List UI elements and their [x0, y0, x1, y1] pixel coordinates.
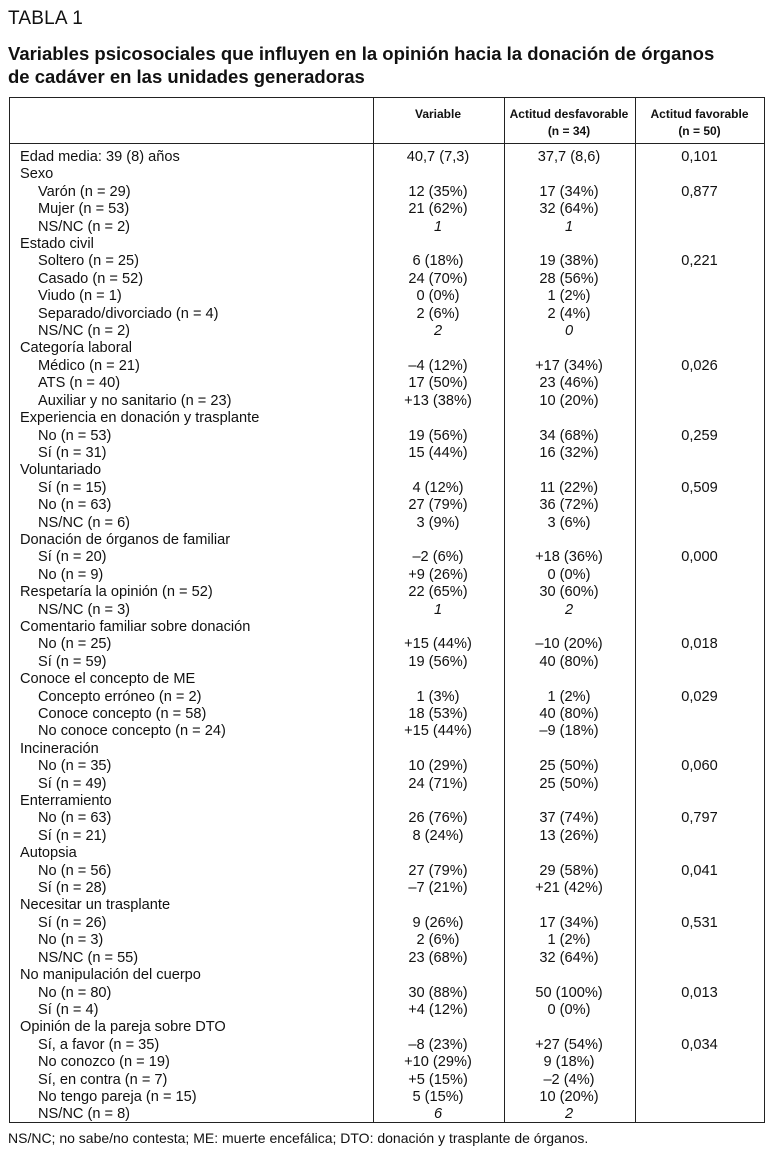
row-label: No (n = 35) — [38, 758, 112, 775]
table-title — [8, 42, 768, 88]
table-row — [10, 445, 764, 462]
cell-unfavorable: 19 (38%) — [539, 253, 599, 270]
table-row — [10, 810, 764, 827]
cell-variable: 19 (56%) — [408, 427, 468, 444]
cell-variable: 24 (71%) — [408, 775, 468, 792]
row-label: Conoce el concepto de ME — [20, 671, 196, 688]
cell-unfavorable: 40 (80%) — [539, 706, 599, 722]
cell-favorable: 0,041 — [681, 862, 718, 879]
header-unfavorable: Actitud desfavorable (n = 34) — [509, 107, 629, 138]
table-row — [10, 985, 764, 1002]
table-row — [10, 671, 764, 688]
cell-unfavorable: 2 (4%) — [547, 305, 591, 322]
cell-unfavorable: 40 (80%) — [539, 653, 599, 670]
row-label: Enterramiento — [20, 793, 112, 810]
cell-unfavorable: 32 (64%) — [539, 201, 599, 218]
table-row — [10, 515, 764, 532]
row-label: No (n = 56) — [38, 862, 112, 879]
cell-variable: 0 (0%) — [416, 288, 460, 305]
table-row — [10, 845, 764, 862]
table-row — [10, 358, 764, 375]
cell-variable: 15 (44%) — [408, 444, 468, 461]
row-label: Experiencia en donación y trasplante — [20, 410, 260, 427]
cell-unfavorable: +17 (34%) — [535, 357, 603, 374]
table-row — [10, 236, 764, 253]
table-body — [10, 149, 764, 1124]
row-label: Donación de órganos de familiar — [20, 531, 231, 548]
row-label: No tengo pareja (n = 15) — [38, 1088, 197, 1105]
table-row — [10, 184, 764, 201]
cell-variable: +15 (44%) — [404, 636, 472, 653]
table-row — [10, 915, 764, 932]
cell-favorable: 0,531 — [681, 914, 718, 931]
row-label: Sí (n = 26) — [38, 914, 107, 931]
cell-unfavorable: 10 (20%) — [539, 392, 599, 409]
table-row — [10, 393, 764, 410]
cell-variable: 22 (65%) — [408, 584, 468, 601]
table-row — [10, 897, 764, 914]
table-row — [10, 1089, 764, 1106]
cell-variable: +15 (44%) — [404, 723, 472, 740]
table-row — [10, 567, 764, 584]
cell-variable: 1 — [433, 601, 443, 618]
row-label: Voluntariado — [20, 462, 102, 479]
row-label: NS/NC (n = 55) — [38, 949, 139, 966]
table-row — [10, 863, 764, 880]
row-label: No (n = 80) — [38, 984, 112, 1001]
table-row — [10, 549, 764, 566]
table-row — [10, 776, 764, 793]
cell-variable: 2 (6%) — [416, 305, 460, 322]
cell-unfavorable: 1 — [564, 218, 574, 235]
table-row — [10, 410, 764, 427]
table-row — [10, 932, 764, 949]
cell-unfavorable: 23 (46%) — [539, 375, 599, 392]
header-variable: Variable — [414, 107, 462, 121]
cell-variable: +10 (29%) — [404, 1054, 472, 1071]
cell-unfavorable: 34 (68%) — [539, 427, 599, 444]
cell-variable: 19 (56%) — [408, 653, 468, 670]
header-favorable: Actitud favorable (n = 50) — [650, 107, 749, 138]
row-label: Categoría laboral — [20, 340, 132, 357]
cell-unfavorable: 0 (0%) — [547, 1001, 591, 1018]
row-label: Casado (n = 52) — [38, 270, 144, 287]
row-label: Sí, en contra (n = 7) — [38, 1071, 168, 1088]
row-label: Varón (n = 29) — [38, 183, 131, 200]
table-row — [10, 1054, 764, 1071]
table-row — [10, 288, 764, 305]
row-label: ATS (n = 40) — [38, 375, 121, 392]
cell-variable: 9 (26%) — [412, 914, 464, 931]
row-label: Comentario familiar sobre donación — [20, 618, 251, 635]
cell-variable: –7 (21%) — [408, 880, 468, 897]
cell-unfavorable: 1 (2%) — [547, 288, 591, 305]
cell-unfavorable: 29 (58%) — [539, 862, 599, 879]
row-label: No (n = 63) — [38, 497, 112, 514]
cell-unfavorable: +27 (54%) — [535, 1036, 603, 1053]
cell-unfavorable: 0 — [564, 323, 574, 340]
table-row — [10, 532, 764, 549]
table-row — [10, 584, 764, 601]
cell-variable: 40,7 (7,3) — [406, 149, 470, 165]
table-row — [10, 706, 764, 723]
cell-unfavorable: –9 (18%) — [539, 723, 599, 740]
table-row — [10, 1106, 764, 1123]
row-label: Sí (n = 49) — [38, 775, 107, 792]
cell-variable: 1 — [433, 218, 443, 235]
cell-variable: 12 (35%) — [408, 183, 468, 200]
cell-unfavorable: 50 (100%) — [535, 984, 603, 1001]
cell-favorable: 0,877 — [681, 183, 718, 200]
row-label: Sexo — [20, 166, 54, 183]
cell-variable: 3 (9%) — [416, 514, 460, 531]
cell-unfavorable: 13 (26%) — [539, 827, 599, 844]
cell-variable: –2 (6%) — [412, 549, 464, 566]
table-row — [10, 219, 764, 236]
row-label: Necesitar un trasplante — [20, 897, 171, 914]
table-label: TABLA 1 — [8, 8, 83, 29]
cell-favorable: 0,101 — [681, 149, 718, 165]
row-label: NS/NC (n = 8) — [38, 1106, 131, 1123]
table-row — [10, 602, 764, 619]
cell-variable: 27 (79%) — [408, 862, 468, 879]
cell-unfavorable: 9 (18%) — [543, 1054, 595, 1071]
title-line-2: de cadáver en las unidades generadoras — [8, 66, 365, 87]
cell-variable: 10 (29%) — [408, 758, 468, 775]
cell-variable: 2 (6%) — [416, 932, 460, 949]
row-label: Concepto erróneo (n = 2) — [38, 688, 202, 705]
row-label: Mujer (n = 53) — [38, 201, 130, 218]
table-row — [10, 462, 764, 479]
table-row — [10, 741, 764, 758]
row-label: No (n = 63) — [38, 810, 112, 827]
table-row — [10, 950, 764, 967]
row-label: No manipulación del cuerpo — [20, 967, 201, 984]
cell-favorable: 0,013 — [681, 984, 718, 1001]
row-label: Médico (n = 21) — [38, 357, 140, 374]
row-label: Auxiliar y no sanitario (n = 23) — [38, 392, 232, 409]
title-line-1: Variables psicosociales que influyen en la opinión hacia la donación de órganos — [8, 43, 715, 64]
table-row — [10, 497, 764, 514]
table-row — [10, 166, 764, 183]
cell-unfavorable: 37 (74%) — [539, 810, 599, 827]
row-label: NS/NC (n = 2) — [38, 323, 131, 340]
table-row — [10, 1072, 764, 1089]
row-label: Sí (n = 21) — [38, 827, 107, 844]
cell-variable: +4 (12%) — [408, 1001, 468, 1018]
cell-unfavorable: 28 (56%) — [539, 270, 599, 287]
row-label: NS/NC (n = 6) — [38, 514, 131, 531]
cell-unfavorable: 30 (60%) — [539, 584, 599, 601]
cell-variable: 4 (12%) — [412, 479, 464, 496]
cell-favorable: 0,221 — [681, 253, 718, 270]
cell-unfavorable: +18 (36%) — [535, 549, 603, 566]
cell-variable: 1 (3%) — [416, 688, 460, 705]
row-label: Sí (n = 20) — [38, 549, 107, 566]
header-divider — [10, 143, 764, 144]
cell-unfavorable: 1 (2%) — [547, 932, 591, 949]
cell-unfavorable: 25 (50%) — [539, 758, 599, 775]
cell-favorable: 0,000 — [681, 549, 718, 566]
row-label: NS/NC (n = 2) — [38, 218, 131, 235]
row-label: Soltero (n = 25) — [38, 253, 139, 270]
cell-favorable: 0,026 — [681, 357, 718, 374]
cell-favorable: 0,029 — [681, 688, 718, 705]
row-label: NS/NC (n = 3) — [38, 601, 131, 618]
cell-unfavorable: 2 — [564, 1106, 574, 1123]
cell-unfavorable: 36 (72%) — [539, 497, 599, 514]
cell-variable: +5 (15%) — [408, 1071, 468, 1088]
cell-variable: 2 — [433, 323, 443, 340]
row-label: No conoce concepto (n = 24) — [38, 723, 226, 740]
table-row — [10, 654, 764, 671]
cell-unfavorable: 1 (2%) — [547, 688, 591, 705]
cell-unfavorable: 10 (20%) — [539, 1088, 599, 1105]
cell-favorable: 0,259 — [681, 427, 718, 444]
cell-variable: 5 (15%) — [412, 1088, 464, 1105]
row-label: Incineración — [20, 740, 99, 757]
table-row — [10, 253, 764, 270]
cell-unfavorable: 25 (50%) — [539, 775, 599, 792]
cell-unfavorable: 3 (6%) — [547, 514, 591, 531]
cell-unfavorable: 0 (0%) — [547, 566, 591, 583]
row-label: Estado civil — [20, 236, 94, 253]
cell-variable: 30 (88%) — [408, 984, 468, 1001]
cell-variable: –8 (23%) — [408, 1036, 468, 1053]
cell-variable: +9 (26%) — [408, 566, 468, 583]
table-row — [10, 201, 764, 218]
data-table — [9, 97, 765, 1123]
table-row — [10, 340, 764, 357]
cell-unfavorable: 17 (34%) — [539, 914, 599, 931]
table-row — [10, 758, 764, 775]
row-label: Sí (n = 15) — [38, 479, 107, 496]
table-row — [10, 967, 764, 984]
row-label: Opinión de la pareja sobre DTO — [20, 1019, 226, 1036]
row-label: No (n = 25) — [38, 636, 112, 653]
cell-unfavorable: 17 (34%) — [539, 183, 599, 200]
table-row — [10, 619, 764, 636]
row-label: Separado/divorciado (n = 4) — [38, 305, 219, 322]
table-row — [10, 271, 764, 288]
cell-variable: 21 (62%) — [408, 201, 468, 218]
row-label: No conozco (n = 19) — [38, 1054, 170, 1071]
row-label: Sí (n = 28) — [38, 880, 107, 897]
table-row — [10, 428, 764, 445]
row-label: Respetaría la opinión (n = 52) — [20, 584, 213, 601]
cell-variable: 17 (50%) — [408, 375, 468, 392]
cell-unfavorable: 32 (64%) — [539, 949, 599, 966]
cell-variable: +13 (38%) — [404, 392, 472, 409]
row-label: No (n = 53) — [38, 427, 112, 444]
cell-favorable: 0,018 — [681, 636, 718, 653]
cell-favorable: 0,060 — [681, 758, 718, 775]
table-row — [10, 723, 764, 740]
cell-variable: 24 (70%) — [408, 270, 468, 287]
cell-variable: 6 (18%) — [412, 253, 464, 270]
cell-unfavorable: 37,7 (8,6) — [537, 149, 601, 165]
row-label: Sí, a favor (n = 35) — [38, 1036, 160, 1053]
row-label: Conoce concepto (n = 58) — [38, 706, 207, 722]
table-row — [10, 323, 764, 340]
cell-unfavorable: 16 (32%) — [539, 444, 599, 461]
row-label: Sí (n = 59) — [38, 653, 107, 670]
row-label: Sí (n = 4) — [38, 1001, 99, 1018]
table-row — [10, 306, 764, 323]
cell-variable: –4 (12%) — [408, 357, 468, 374]
cell-favorable: 0,509 — [681, 479, 718, 496]
cell-favorable: 0,034 — [681, 1036, 718, 1053]
cell-unfavorable: +21 (42%) — [535, 880, 603, 897]
table-row — [10, 149, 764, 166]
table-row — [10, 1019, 764, 1036]
cell-unfavorable: –10 (20%) — [535, 636, 603, 653]
row-label: Viudo (n = 1) — [38, 288, 122, 305]
cell-favorable: 0,797 — [681, 810, 718, 827]
cell-variable: 26 (76%) — [408, 810, 468, 827]
row-label: No (n = 3) — [38, 932, 104, 949]
cell-variable: 23 (68%) — [408, 949, 468, 966]
row-label: Edad media: 39 (8) años — [20, 149, 180, 165]
cell-variable: 6 — [433, 1106, 443, 1123]
table-row — [10, 689, 764, 706]
row-label: Autopsia — [20, 845, 77, 862]
table-row — [10, 480, 764, 497]
cell-unfavorable: –2 (4%) — [543, 1071, 595, 1088]
table-row — [10, 1037, 764, 1054]
footnote: NS/NC; no sabe/no contesta; ME: muerte encefálica; DTO: donación y trasplante de órganos. — [8, 1130, 589, 1146]
table-row — [10, 636, 764, 653]
cell-variable: 18 (53%) — [408, 706, 468, 722]
table-row — [10, 828, 764, 845]
table-row — [10, 375, 764, 392]
cell-variable: 27 (79%) — [408, 497, 468, 514]
cell-unfavorable: 11 (22%) — [539, 479, 599, 496]
table-row — [10, 1002, 764, 1019]
cell-unfavorable: 2 — [564, 601, 574, 618]
cell-variable: 8 (24%) — [412, 827, 464, 844]
table-row — [10, 793, 764, 810]
table-row — [10, 880, 764, 897]
row-label: No (n = 9) — [38, 566, 104, 583]
row-label: Sí (n = 31) — [38, 444, 107, 461]
